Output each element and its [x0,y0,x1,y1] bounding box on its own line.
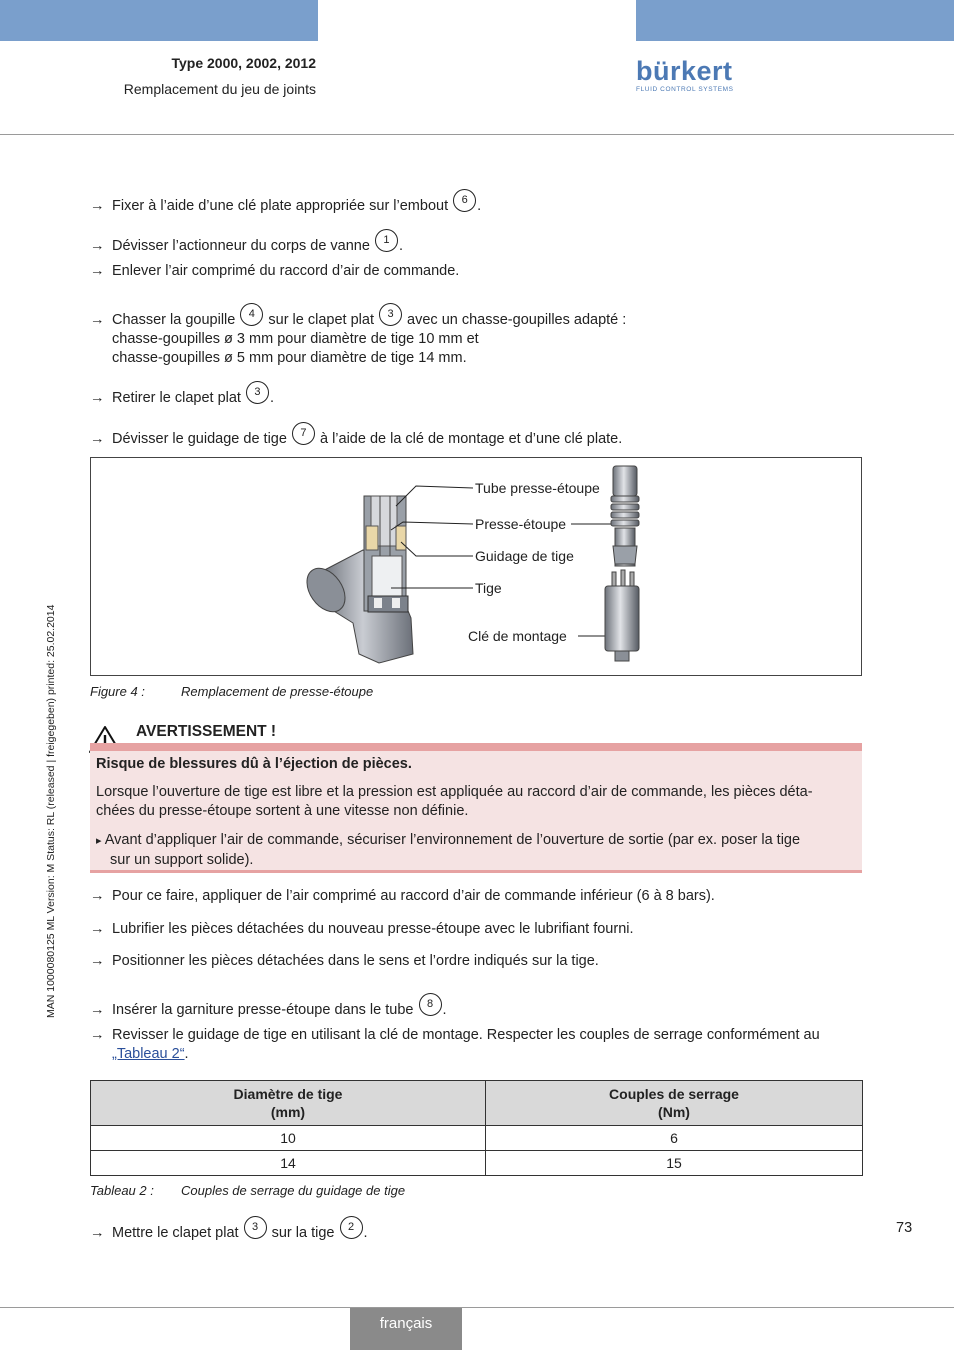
step-unscrew-stem-guide: → Dévisser le guidage de tige 7 à l’aide de la clé de montage et d’une clé plate. [90,422,622,449]
step-fix-wrench: → Fixer à l’aide d’une clé plate appropriée sur l’embout 6 . [90,189,481,216]
table-row [91,1126,863,1151]
language-tab: français [350,1308,462,1350]
torque-table [90,1080,863,1176]
figure-caption-number: Figure 4 : [90,684,145,699]
page-number: 73 [896,1220,913,1236]
callout-number: 4 [240,303,263,326]
table-2-link[interactable]: „Tableau 2“ [112,1046,185,1062]
logo-tagline: FLUID CONTROL SYSTEMS [636,86,734,93]
label-stem: Tige [475,580,502,596]
section-subtitle: Remplacement du jeu de joints [123,81,316,97]
step-insert-packing: → Insérer la garniture presse-étoupe dans le tube 8 . [90,993,447,1020]
step-unscrew-actuator: → Dévisser l’actionneur du corps de vanne 1 . [90,229,403,256]
callout-number: 8 [419,993,442,1016]
table-cell: 6 [486,1126,863,1151]
step-remove-flat-valve: → Retirer le clapet plat 3 . [90,381,274,408]
figure-caption-text: Remplacement de presse-étoupe [181,684,374,699]
table-row [91,1151,863,1176]
step-apply-air: → Pour ce faire, appliquer de l’air comprimé au raccord d’air de commande inférieur (6 à 8 bars). [90,888,715,904]
label-packing-tube: Tube presse-étoupe [475,480,600,496]
label-mounting-key: Clé de montage [468,628,567,644]
bullet-icon: ▸ [96,835,102,847]
table-caption-text: Couples de serrage du guidage de tige [181,1183,406,1198]
burkert-logo [636,58,734,93]
header-bar-right [636,0,954,41]
warning-action: ▸ Avant d’appliquer l’air de commande, sécuriser l’environnement de l’ouverture de sortie (par ex. poser la tige sur un support solide). [96,832,801,868]
callout-number: 3 [379,303,402,326]
warning-body: Lorsque l’ouverture de tige est libre et la pression est appliquée au raccord d’air de commande, les pièces déta- chées du presse-étoupe sortent à une vitesse non définie. [96,784,813,819]
table-header-diameter: Diamètre de tige (mm) [91,1081,486,1126]
callout-number: 3 [246,381,269,404]
step-place-flat-valve: → Mettre le clapet plat 3 sur la tige 2 . [90,1216,368,1243]
warning-top-bar [90,743,862,751]
callout-number: 6 [453,189,476,212]
step-rescrew-stem-guide: → Revisser le guidage de tige en utilisant la clé de montage. Respecter les couples de serrage conformément au „Tableau 2“. [90,1027,820,1062]
document-type-title: Type 2000, 2002, 2012 [171,55,316,71]
step-drive-out-pin: → Chasser la goupille 4 sur le clapet plat 3 avec un chasse-goupilles adapté : chasse-goupilles ø 3 mm pour diamètre de tige 10 mm et chasse-goupilles ø 5 mm pour diamètre de tige 14 mm. [90,303,626,368]
document-status-sidebar: MAN 1000080125 ML Version: M Status: RL (released | freigegeben) printed: 25.02.2014 [45,604,57,1018]
step-lubricate: → Lubrifier les pièces détachées du nouveau presse-étoupe avec le lubrifiant fourni. [90,921,634,937]
figure-packing-replacement [90,457,862,676]
callout-number: 1 [375,229,398,252]
warning-bottom-bar [90,870,862,873]
warning-title: AVERTISSEMENT ! [136,723,277,740]
callout-number: 3 [244,1216,267,1239]
table-header-torque: Couples de serrage (Nm) [486,1081,863,1126]
label-stem-guide: Guidage de tige [475,548,574,564]
step-remove-air: → Enlever l’air comprimé du raccord d’air de commande. [90,263,460,279]
header-divider [0,134,954,135]
table-cell: 14 [91,1151,486,1176]
label-packing: Presse-étoupe [475,516,567,532]
table-cell: 10 [91,1126,486,1151]
callout-number: 2 [340,1216,363,1239]
logo-name: bürkert [636,56,733,86]
step-position-parts: → Positionner les pièces détachées dans le sens et l’ordre indiqués sur la tige. [90,953,599,969]
header-bar-left [0,0,318,41]
footer-divider [0,1307,954,1308]
warning-heading: Risque de blessures dû à l’éjection de pièces. [96,756,412,772]
table-caption-number: Tableau 2 : [90,1183,154,1198]
table-cell: 15 [486,1151,863,1176]
callout-number: 7 [292,422,315,445]
